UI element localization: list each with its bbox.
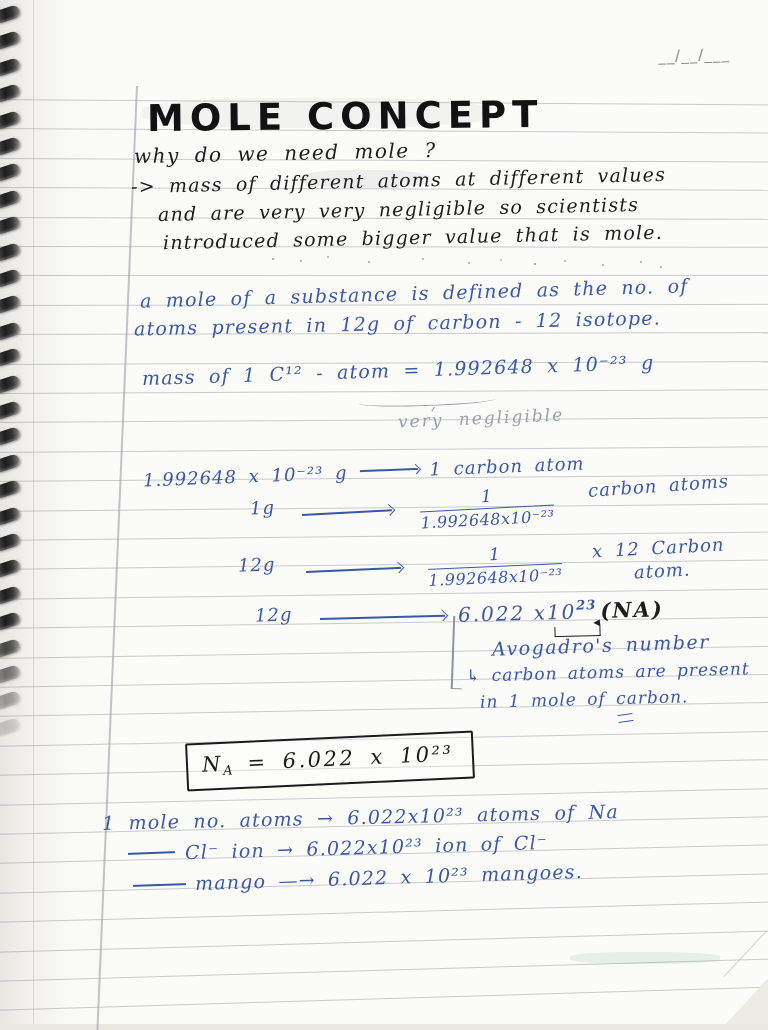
row2-right: carbon atoms xyxy=(587,471,730,502)
spiral-coil xyxy=(0,479,21,500)
example-line-2: Cl⁻ ion → 6.022x10²³ ion of Cl⁻ xyxy=(184,831,549,865)
spiral-coil xyxy=(0,295,21,316)
spiral-coil xyxy=(0,559,21,580)
pencil-annotation: very negligible xyxy=(397,405,565,433)
row4-result xyxy=(458,597,664,625)
definition-line-1: a mole of a substance is defined as the no. of xyxy=(139,275,689,313)
spiral-coil xyxy=(0,427,21,448)
spiral-coil xyxy=(0,189,21,210)
ditto-dash xyxy=(128,851,175,854)
ruled-line xyxy=(0,446,768,453)
spiral-coil xyxy=(0,163,21,184)
spiral-coil xyxy=(0,638,21,659)
page-title: MOLE CONCEPT xyxy=(146,92,544,141)
row4-exponent: 23 xyxy=(576,598,597,614)
spiral-coil xyxy=(0,611,21,632)
avogadro-note-2: in 1 mole of carbon. xyxy=(479,687,689,713)
example-line-1: 1 mole no. atoms → 6.022x10²³ atoms of Na xyxy=(101,801,620,835)
spiral-coil xyxy=(0,242,21,263)
spiral-coil xyxy=(0,664,21,685)
intro-line-1: -> mass of different atoms at different values xyxy=(130,163,667,199)
intro-line-2: and are very very negligible so scientists xyxy=(157,193,640,227)
right-arrow-icon xyxy=(320,615,445,620)
spiral-coil xyxy=(0,31,21,52)
spiral-coil xyxy=(0,532,21,553)
ruled-line xyxy=(0,930,768,953)
date-placeholder: __/__/___ xyxy=(658,44,731,66)
spiral-coil xyxy=(0,691,21,712)
spiral-coil xyxy=(0,83,21,104)
right-arrow-icon xyxy=(306,567,401,573)
row4-left: 12g xyxy=(254,604,293,627)
row3-left: 12g xyxy=(237,554,276,577)
right-arrow-icon xyxy=(359,468,417,472)
spiral-coil xyxy=(0,453,21,474)
mass-statement: mass of 1 C¹² - atom = 1.992648 x 10⁻²³ g xyxy=(141,351,655,391)
formula-equals: = xyxy=(246,749,269,775)
fraction-numerator: 1 xyxy=(427,542,562,570)
spiral-coil xyxy=(0,400,21,421)
ruled-line xyxy=(0,418,768,424)
spiral-coil xyxy=(0,57,21,78)
row4-value: 6.022 x10 xyxy=(457,599,577,627)
row3-right-top: x 12 Carbon xyxy=(591,534,726,563)
row2-fraction xyxy=(419,484,555,533)
fraction-denominator: 1.992648x10⁻²³ xyxy=(420,506,556,533)
avogadro-formula-box xyxy=(185,731,475,792)
ruled-line xyxy=(0,389,768,394)
spiral-coil xyxy=(0,717,21,738)
row1-right: 1 carbon atom xyxy=(429,453,585,481)
page-edge-line xyxy=(33,0,34,1024)
intro-line-3: introduced some bigger value that is mole. xyxy=(162,221,664,255)
row3-right-bottom: atom. xyxy=(633,559,692,584)
avogadro-label: Avogadro's number xyxy=(491,631,711,661)
spiral-coil xyxy=(0,4,21,25)
spiral-coil xyxy=(0,321,21,342)
spiral-coil xyxy=(0,136,21,157)
underbrace xyxy=(358,394,496,409)
avogadro-note-1: ↳ carbon atoms are present xyxy=(465,659,750,687)
ruled-line xyxy=(0,987,768,1012)
row4-na-label: (NA) xyxy=(600,596,665,623)
formula-value: 6.022 x 10²³ xyxy=(282,741,454,774)
example-line-3: mango —→ 6.022 x 10²³ mangoes. xyxy=(194,860,584,896)
formula-subscript: A xyxy=(222,763,233,779)
spiral-coil xyxy=(0,374,21,395)
double-underline-mark xyxy=(618,713,634,723)
erased-pencil-marks xyxy=(272,258,274,260)
spiral-coil xyxy=(0,215,21,236)
page-corner-fold xyxy=(726,978,768,1024)
ruled-line xyxy=(0,958,768,982)
spiral-coil xyxy=(0,585,21,606)
intro-question: why do we need mole ? xyxy=(133,137,437,169)
ruled-line xyxy=(0,788,768,806)
spiral-coil xyxy=(0,268,21,289)
ruled-line xyxy=(0,901,768,923)
ditto-dash xyxy=(133,883,186,887)
spiral-coil xyxy=(0,506,21,527)
formula-symbol: N xyxy=(201,751,224,777)
right-arrow-icon xyxy=(302,509,392,516)
row2-left: 1g xyxy=(249,497,276,520)
fraction-numerator: 1 xyxy=(419,484,554,513)
row3-fraction xyxy=(427,542,563,590)
pointer-line xyxy=(451,616,455,688)
definition-line-2: atoms present in 12g of carbon - 12 isotope. xyxy=(133,307,662,341)
row1-left: 1.992648 x 10⁻²³ g xyxy=(142,462,348,492)
spiral-coil xyxy=(0,347,21,368)
fraction-denominator: 1.992648x10⁻²³ xyxy=(428,565,563,590)
